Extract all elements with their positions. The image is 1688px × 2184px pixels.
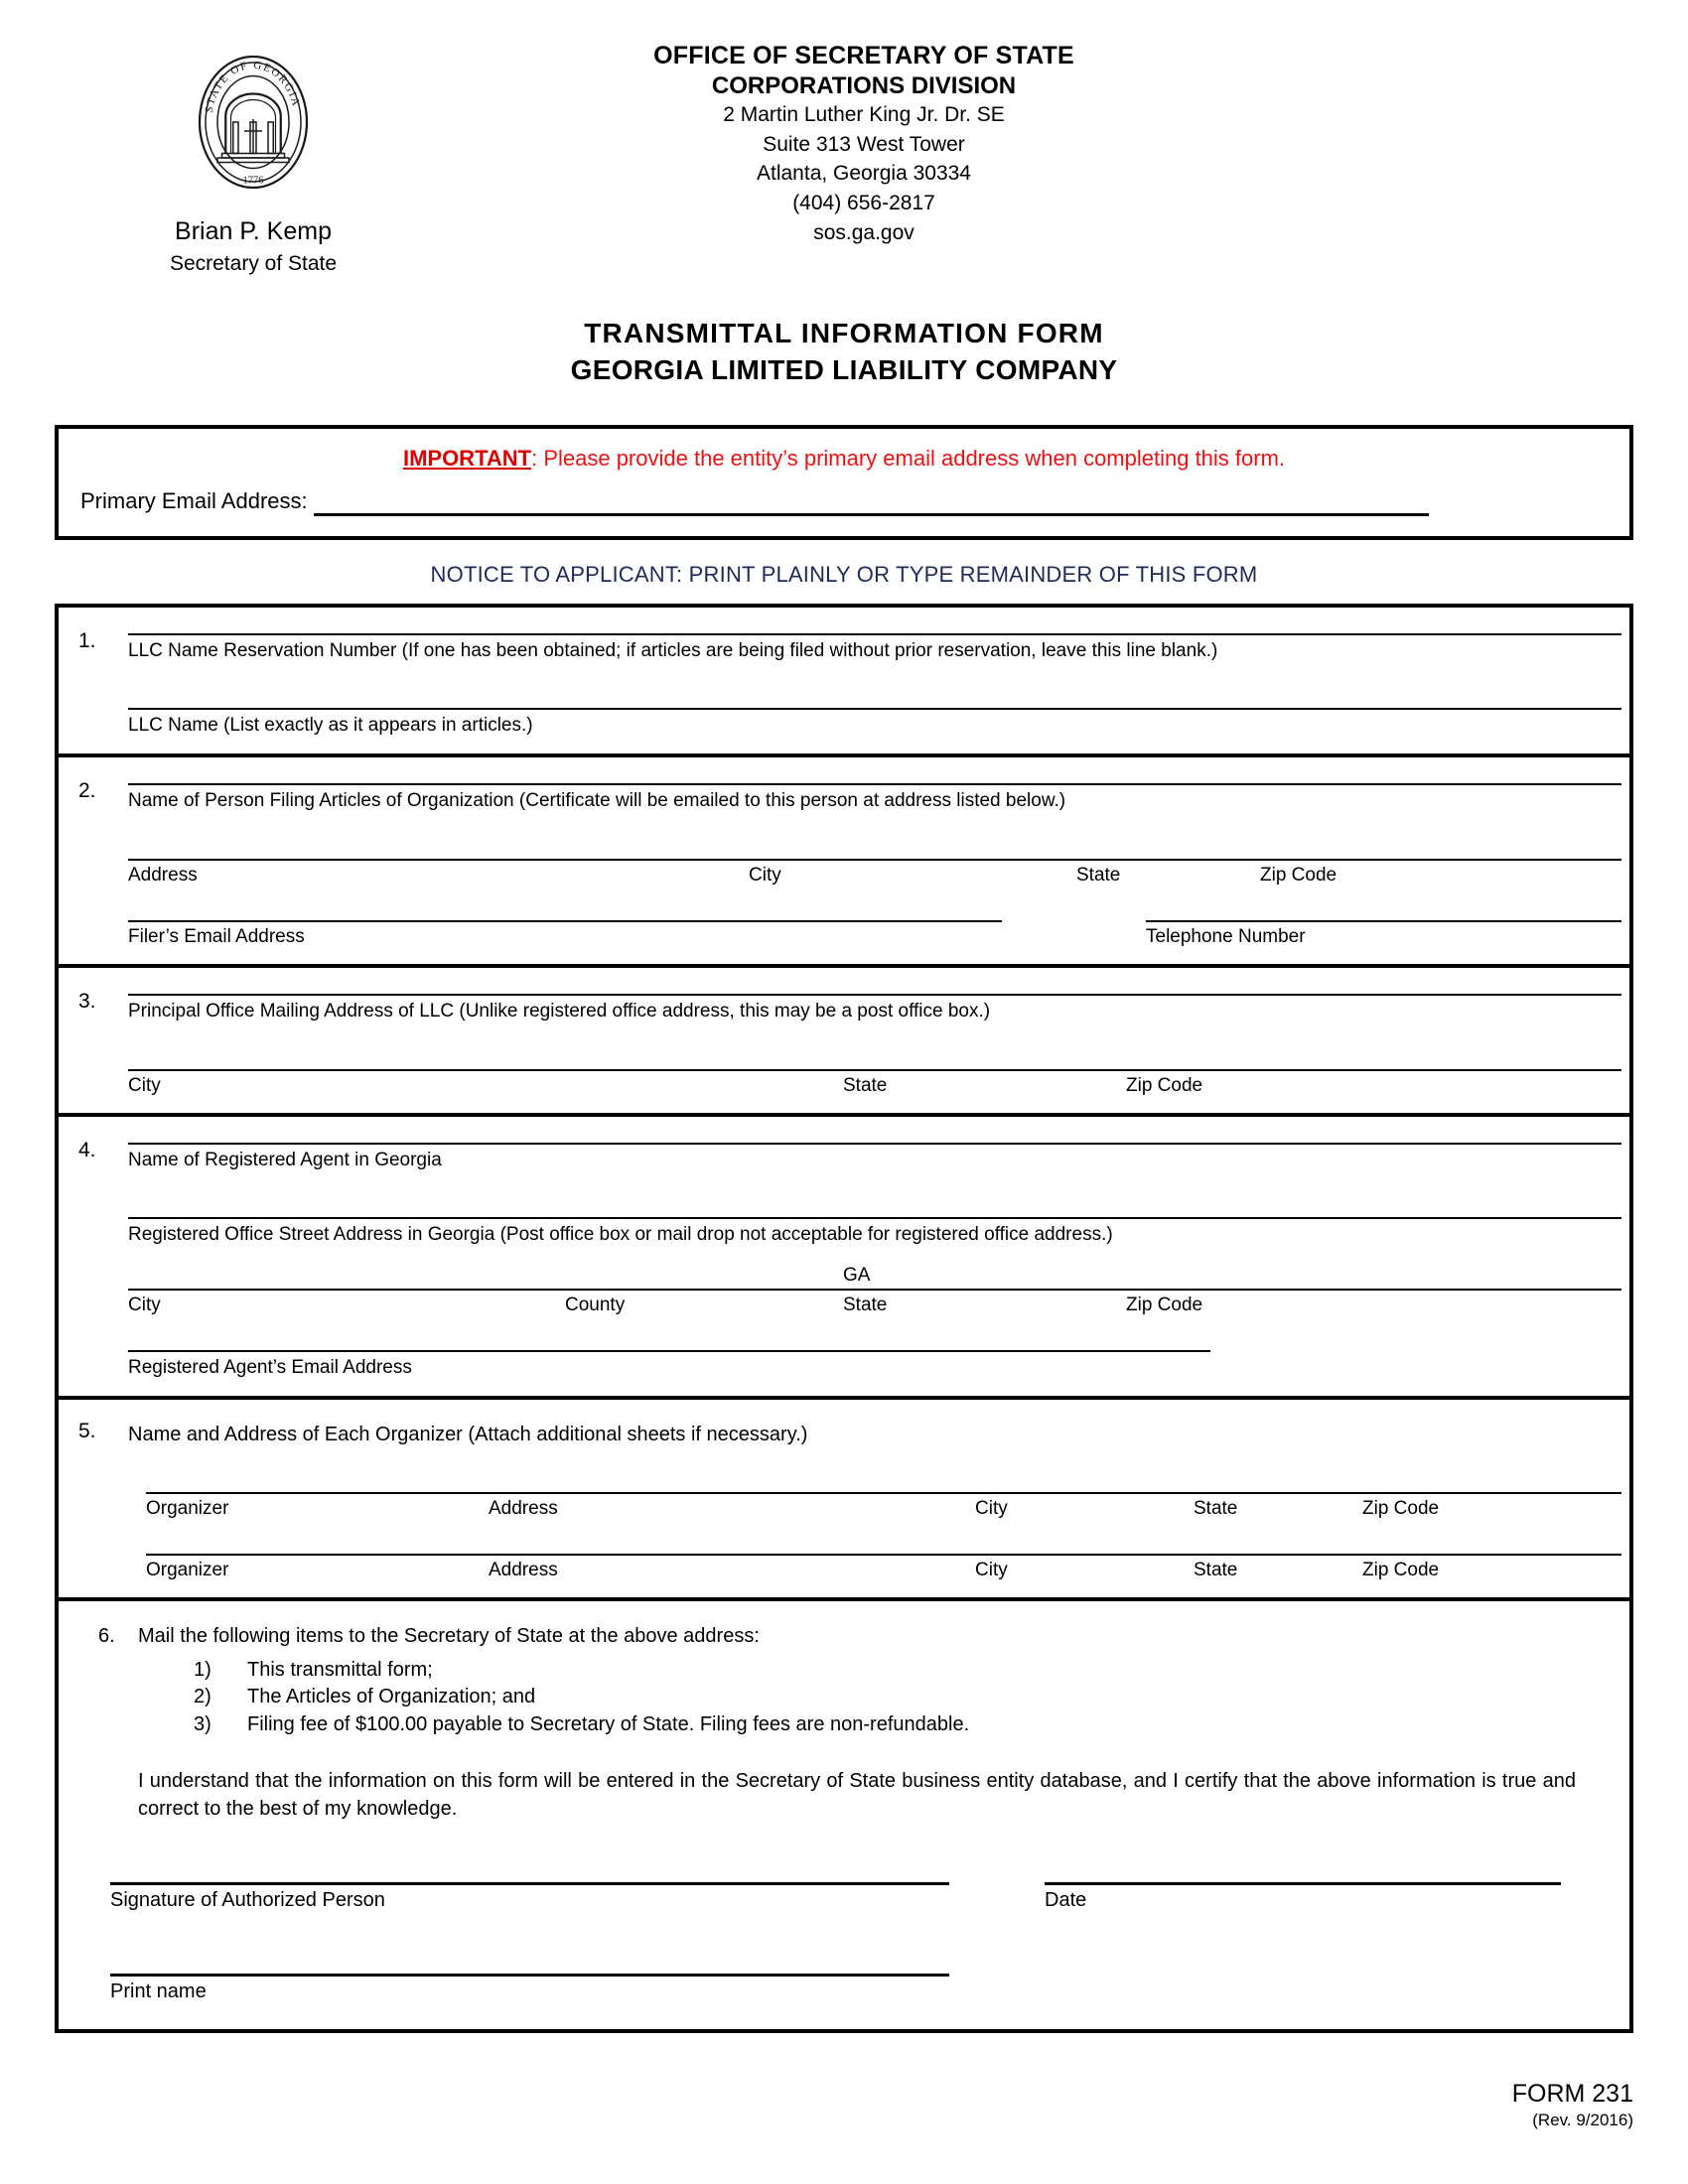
section-5 <box>59 1400 1629 1601</box>
section-4-number: 4. <box>78 1138 96 1161</box>
page-footer <box>1512 2080 1633 2130</box>
section-6-heading: Mail the following items to the Secretary of State at the above address: <box>138 1624 760 1647</box>
svg-text:1776: 1776 <box>242 175 264 187</box>
registered-agent-name-row <box>59 1143 1629 1172</box>
item-marker-3: 3) <box>194 1712 211 1735</box>
spacer <box>59 1446 1629 1492</box>
filer-email-phone-row <box>59 920 1629 948</box>
registered-office-street-row <box>59 1217 1629 1247</box>
organizer-row-2-labels <box>146 1556 1621 1581</box>
organizer-label-2: Organizer <box>146 1559 229 1580</box>
filer-city-label: City <box>749 864 781 886</box>
item-text-2: The Articles of Organization; and <box>247 1686 536 1708</box>
organizer-state-label-2: State <box>1194 1559 1238 1580</box>
print-name-label: Print name <box>110 1980 207 2003</box>
item-marker-2: 2) <box>194 1686 211 1708</box>
filer-name-row <box>59 783 1629 813</box>
section-6-heading-wrap <box>86 1623 1602 1649</box>
title-line-1: TRANSMITTAL INFORMATION FORM <box>584 318 1104 348</box>
filer-phone-input[interactable] <box>1146 920 1621 922</box>
officer-name: Brian P. Kemp <box>175 217 332 245</box>
registered-city-county-state-zip-labels <box>128 1291 1621 1316</box>
organizer-row-1 <box>59 1492 1629 1520</box>
form-revision: (Rev. 9/2016) <box>1532 2110 1633 2129</box>
certification-statement: I understand that the information on this form will be entered in the Secretary of State business entity database, and I certify that the above information is true and correct to the best of my knowledge. <box>138 1769 1576 1820</box>
filer-email-input[interactable] <box>128 920 1002 922</box>
organizer-row-2 <box>59 1554 1629 1581</box>
page-header <box>0 0 1688 298</box>
filer-address-label: Address <box>128 864 198 886</box>
filer-email-label: Filer’s Email Address <box>128 925 305 947</box>
llc-name-row <box>59 708 1629 738</box>
spacer <box>59 1171 1629 1217</box>
section-2 <box>59 757 1629 968</box>
form-body <box>55 604 1633 2034</box>
registered-state-value: GA <box>843 1265 871 1286</box>
principal-zip-label: Zip Code <box>1126 1074 1203 1096</box>
svg-text:STATE OF GEORGIA: STATE OF GEORGIA <box>203 59 303 114</box>
list-item <box>194 1684 1602 1711</box>
principal-city-state-zip-labels <box>128 1071 1621 1097</box>
list-item <box>194 1657 1602 1685</box>
important-message-text: : Please provide the entity’s primary email address when completing this form. <box>531 445 1286 471</box>
spacer <box>59 813 1629 859</box>
registered-state-prefill-row <box>59 1265 1629 1287</box>
spacer <box>59 1316 1629 1350</box>
organizer-zip-label-2: Zip Code <box>1362 1559 1440 1580</box>
llc-reservation-number-row <box>59 633 1629 663</box>
organizer-state-label-1: State <box>1194 1497 1238 1519</box>
section-2-number: 2. <box>78 779 96 802</box>
spacer <box>59 1520 1629 1554</box>
principal-address-label: Principal Office Mailing Address of LLC (Unlike registered office address, this may be a post office box.) <box>128 1000 991 1022</box>
title-line-2: GEORGIA LIMITED LIABILITY COMPANY <box>570 353 1118 385</box>
principal-city-label: City <box>128 1074 161 1096</box>
filer-phone-label: Telephone Number <box>1146 925 1306 947</box>
principal-state-label: State <box>843 1074 888 1096</box>
item-text-1: This transmittal form; <box>247 1658 433 1681</box>
section-1-number: 1. <box>78 628 96 652</box>
section-6-item-list <box>86 1657 1602 1739</box>
organizer-row-1-labels <box>146 1494 1621 1520</box>
registered-agent-email-label: Registered Agent’s Email Address <box>128 1357 412 1378</box>
signature-labels-row <box>110 1885 1574 1912</box>
date-input[interactable] <box>1045 1882 1561 1885</box>
registered-county-label: County <box>565 1295 626 1315</box>
signature-input[interactable] <box>110 1882 949 1885</box>
signature-label: Signature of Authorized Person <box>110 1889 385 1912</box>
organizer-address-label-2: Address <box>489 1559 558 1580</box>
registered-city-county-state-zip-row <box>59 1289 1629 1316</box>
section-4 <box>59 1117 1629 1400</box>
filer-email-phone-labels <box>128 922 1621 948</box>
registered-zip-label: Zip Code <box>1126 1295 1203 1315</box>
address-line-2: Suite 313 West Tower <box>763 132 965 156</box>
applicant-notice: NOTICE TO APPLICANT: PRINT PLAINLY OR TYPE REMAINDER OF THIS FORM <box>430 561 1258 587</box>
signature-lines-row <box>110 1882 1574 1885</box>
website-url: sos.ga.gov <box>813 221 914 245</box>
registered-state-prefill <box>128 1265 1621 1287</box>
officer-title: Secretary of State <box>169 251 338 275</box>
division-name: CORPORATIONS DIVISION <box>711 71 1017 99</box>
organizer-city-label-2: City <box>975 1559 1008 1580</box>
filer-address-row <box>59 859 1629 887</box>
agency-name: OFFICE OF SECRETARY OF STATE <box>653 42 1074 69</box>
item-text-3: Filing fee of $100.00 payable to Secretary of State. Filing fees are non-refundable. <box>247 1712 970 1735</box>
list-item <box>194 1711 1602 1739</box>
print-name-row <box>110 1974 1574 2003</box>
organizer-address-label-1: Address <box>489 1497 558 1519</box>
section-3-number: 3. <box>78 989 96 1013</box>
filer-address-labels <box>128 861 1621 887</box>
principal-city-state-zip-row <box>59 1069 1629 1097</box>
georgia-state-seal-icon <box>179 48 328 197</box>
document-title <box>0 316 1688 389</box>
section-6-number: 6. <box>98 1624 115 1647</box>
llc-name-label: LLC Name (List exactly as it appears in articles.) <box>128 715 533 737</box>
spacer <box>59 887 1629 920</box>
important-message <box>80 445 1608 474</box>
spacer <box>59 662 1629 708</box>
phone-number: (404) 656-2817 <box>792 192 935 215</box>
spacer <box>59 1024 1629 1069</box>
registered-state-label: State <box>843 1295 888 1315</box>
spacer <box>59 1247 1629 1265</box>
section-1 <box>59 608 1629 758</box>
date-label: Date <box>1045 1889 1087 1912</box>
llc-reservation-number-label: LLC Name Reservation Number (If one has been obtained; if articles are being filed without prior reservation, leave this line blank.) <box>128 639 1218 661</box>
registered-city-label: City <box>128 1295 161 1315</box>
registered-agent-email-row <box>59 1350 1629 1380</box>
section-3 <box>59 968 1629 1117</box>
important-notice-box <box>55 425 1633 540</box>
primary-email-input[interactable] <box>314 487 1429 516</box>
filer-zip-label: Zip Code <box>1260 864 1337 886</box>
section-5-number: 5. <box>78 1419 96 1442</box>
organizer-city-label-1: City <box>975 1497 1008 1519</box>
seal-block <box>154 48 352 275</box>
organizer-zip-label-1: Zip Code <box>1362 1497 1440 1519</box>
primary-email-label: Primary Email Address: <box>80 487 308 513</box>
organizer-label-1: Organizer <box>146 1497 229 1519</box>
registered-office-street-label: Registered Office Street Address in Georgia (Post office box or mail drop not acceptable for registered office address.) <box>128 1224 1113 1246</box>
registered-agent-name-label: Name of Registered Agent in Georgia <box>128 1149 442 1170</box>
agency-block <box>556 42 1172 248</box>
section-6 <box>59 1601 1629 2030</box>
signature-area <box>86 1882 1602 2003</box>
address-line-1: 2 Martin Luther King Jr. Dr. SE <box>723 102 1005 126</box>
item-marker-1: 1) <box>194 1658 211 1681</box>
address-line-3: Atlanta, Georgia 30334 <box>757 162 971 186</box>
form-number: FORM 231 <box>1511 2080 1633 2108</box>
important-keyword: IMPORTANT <box>402 445 532 471</box>
primary-email-row <box>80 487 1608 516</box>
filer-name-label: Name of Person Filing Articles of Organization (Certificate will be emailed to this person at address listed below.) <box>128 790 1066 811</box>
section-5-heading: Name and Address of Each Organizer (Attach additional sheets if necessary.) <box>128 1423 808 1445</box>
principal-address-row <box>59 994 1629 1024</box>
filer-state-label: State <box>1076 864 1121 886</box>
